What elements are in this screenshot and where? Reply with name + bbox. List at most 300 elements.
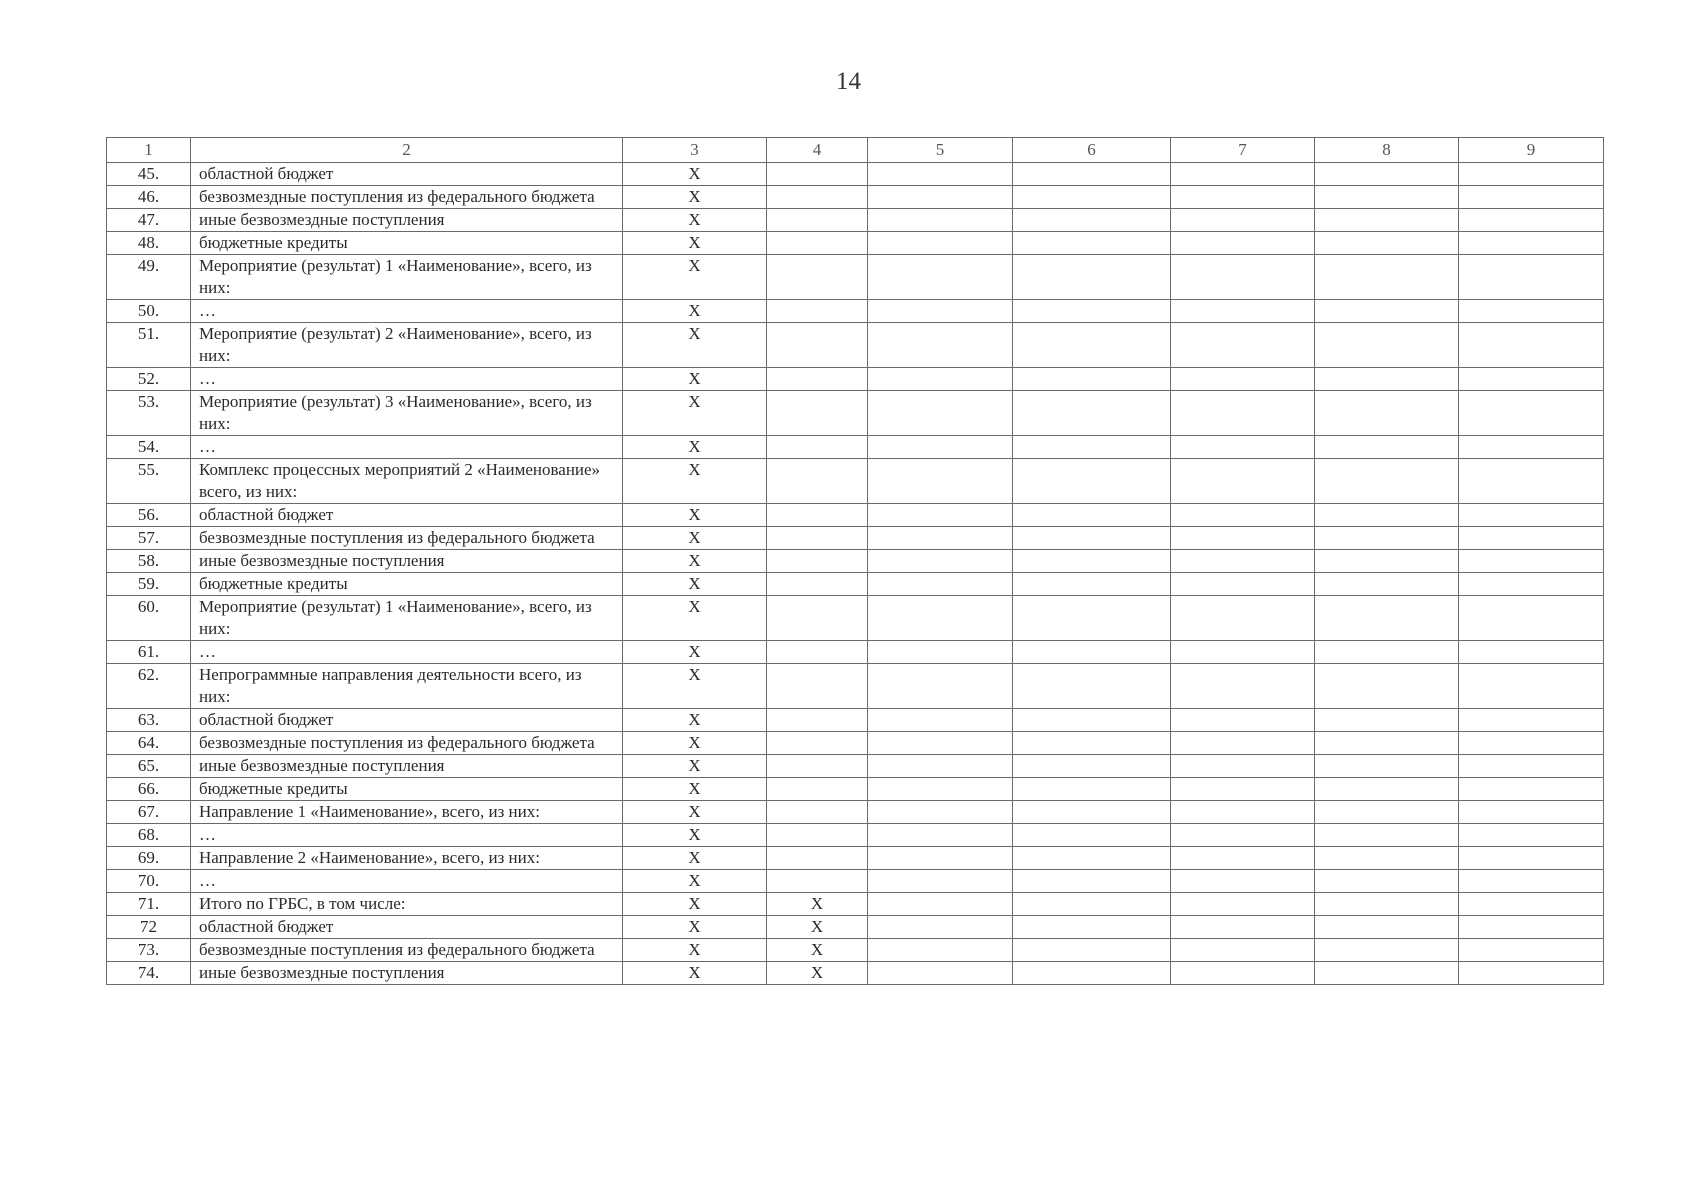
column-6-cell bbox=[1013, 504, 1171, 527]
column-9-cell bbox=[1459, 163, 1604, 186]
header-cell: 7 bbox=[1171, 138, 1315, 163]
column-4-cell bbox=[767, 778, 868, 801]
column-4-cell bbox=[767, 323, 868, 368]
row-number-cell: 57. bbox=[107, 527, 191, 550]
column-3-cell: X bbox=[623, 209, 767, 232]
column-6-cell bbox=[1013, 300, 1171, 323]
column-4-cell bbox=[767, 163, 868, 186]
column-3-cell: X bbox=[623, 436, 767, 459]
column-4-cell bbox=[767, 527, 868, 550]
header-cell: 9 bbox=[1459, 138, 1604, 163]
column-5-cell bbox=[868, 459, 1013, 504]
column-4-cell bbox=[767, 801, 868, 824]
row-description-cell: иные безвозмездные поступления bbox=[191, 550, 623, 573]
row-description-cell: безвозмездные поступления из федерального бюджета bbox=[191, 527, 623, 550]
column-8-cell bbox=[1315, 870, 1459, 893]
column-3-cell: X bbox=[623, 255, 767, 300]
column-8-cell bbox=[1315, 550, 1459, 573]
column-8-cell bbox=[1315, 436, 1459, 459]
column-7-cell bbox=[1171, 893, 1315, 916]
column-5-cell bbox=[868, 962, 1013, 985]
row-description-cell: … bbox=[191, 436, 623, 459]
column-7-cell bbox=[1171, 255, 1315, 300]
column-5-cell bbox=[868, 916, 1013, 939]
table-row bbox=[107, 801, 1604, 824]
column-8-cell bbox=[1315, 368, 1459, 391]
row-number-cell: 47. bbox=[107, 209, 191, 232]
table-row bbox=[107, 916, 1604, 939]
column-4-cell bbox=[767, 504, 868, 527]
column-6-cell bbox=[1013, 732, 1171, 755]
column-9-cell bbox=[1459, 300, 1604, 323]
header-cell: 2 bbox=[191, 138, 623, 163]
column-8-cell bbox=[1315, 573, 1459, 596]
column-7-cell bbox=[1171, 755, 1315, 778]
column-9-cell bbox=[1459, 870, 1604, 893]
column-6-cell bbox=[1013, 962, 1171, 985]
row-number-cell: 50. bbox=[107, 300, 191, 323]
row-number-cell: 70. bbox=[107, 870, 191, 893]
column-7-cell bbox=[1171, 916, 1315, 939]
row-description-cell: Мероприятие (результат) 3 «Наименование», всего, из них: bbox=[191, 391, 623, 436]
column-6-cell bbox=[1013, 255, 1171, 300]
table-row bbox=[107, 368, 1604, 391]
header-cell: 5 bbox=[868, 138, 1013, 163]
row-description-cell: бюджетные кредиты bbox=[191, 778, 623, 801]
row-description-cell: Итого по ГРБС, в том числе: bbox=[191, 893, 623, 916]
column-6-cell bbox=[1013, 847, 1171, 870]
column-7-cell bbox=[1171, 962, 1315, 985]
column-9-cell bbox=[1459, 596, 1604, 641]
column-3-cell: X bbox=[623, 391, 767, 436]
table-row bbox=[107, 459, 1604, 504]
column-8-cell bbox=[1315, 916, 1459, 939]
column-6-cell bbox=[1013, 755, 1171, 778]
column-4-cell bbox=[767, 664, 868, 709]
page-number: 14 bbox=[836, 68, 861, 95]
column-9-cell bbox=[1459, 732, 1604, 755]
column-4-cell bbox=[767, 641, 868, 664]
column-4-cell bbox=[767, 755, 868, 778]
row-description-cell: … bbox=[191, 870, 623, 893]
row-description-cell: безвозмездные поступления из федерального бюджета bbox=[191, 186, 623, 209]
column-4-cell bbox=[767, 300, 868, 323]
column-4-cell bbox=[767, 255, 868, 300]
column-8-cell bbox=[1315, 391, 1459, 436]
column-6-cell bbox=[1013, 709, 1171, 732]
column-5-cell bbox=[868, 255, 1013, 300]
column-8-cell bbox=[1315, 962, 1459, 985]
header-cell: 8 bbox=[1315, 138, 1459, 163]
column-6-cell bbox=[1013, 573, 1171, 596]
column-9-cell bbox=[1459, 186, 1604, 209]
column-7-cell bbox=[1171, 824, 1315, 847]
row-number-cell: 54. bbox=[107, 436, 191, 459]
column-3-cell: X bbox=[623, 664, 767, 709]
column-6-cell bbox=[1013, 323, 1171, 368]
column-4-cell bbox=[767, 824, 868, 847]
column-3-cell: X bbox=[623, 801, 767, 824]
column-6-cell bbox=[1013, 641, 1171, 664]
column-7-cell bbox=[1171, 641, 1315, 664]
row-number-cell: 55. bbox=[107, 459, 191, 504]
table-row bbox=[107, 186, 1604, 209]
row-number-cell: 60. bbox=[107, 596, 191, 641]
column-4-cell: X bbox=[767, 893, 868, 916]
row-description-cell: областной бюджет bbox=[191, 709, 623, 732]
column-5-cell bbox=[868, 504, 1013, 527]
column-7-cell bbox=[1171, 368, 1315, 391]
table-row bbox=[107, 641, 1604, 664]
row-number-cell: 65. bbox=[107, 755, 191, 778]
column-6-cell bbox=[1013, 550, 1171, 573]
column-9-cell bbox=[1459, 550, 1604, 573]
row-number-cell: 58. bbox=[107, 550, 191, 573]
column-4-cell bbox=[767, 232, 868, 255]
column-7-cell bbox=[1171, 504, 1315, 527]
row-description-cell: Мероприятие (результат) 2 «Наименование», всего, из них: bbox=[191, 323, 623, 368]
row-number-cell: 46. bbox=[107, 186, 191, 209]
row-number-cell: 51. bbox=[107, 323, 191, 368]
column-9-cell bbox=[1459, 573, 1604, 596]
column-4-cell: X bbox=[767, 962, 868, 985]
column-9-cell bbox=[1459, 778, 1604, 801]
column-8-cell bbox=[1315, 939, 1459, 962]
column-9-cell bbox=[1459, 847, 1604, 870]
column-8-cell bbox=[1315, 527, 1459, 550]
row-number-cell: 62. bbox=[107, 664, 191, 709]
column-5-cell bbox=[868, 300, 1013, 323]
column-4-cell bbox=[767, 573, 868, 596]
table-row bbox=[107, 209, 1604, 232]
column-3-cell: X bbox=[623, 755, 767, 778]
column-6-cell bbox=[1013, 163, 1171, 186]
table-row bbox=[107, 255, 1604, 300]
column-7-cell bbox=[1171, 163, 1315, 186]
column-4-cell bbox=[767, 209, 868, 232]
column-3-cell: X bbox=[623, 300, 767, 323]
column-5-cell bbox=[868, 709, 1013, 732]
column-7-cell bbox=[1171, 664, 1315, 709]
column-9-cell bbox=[1459, 755, 1604, 778]
row-description-cell: иные безвозмездные поступления bbox=[191, 962, 623, 985]
column-6-cell bbox=[1013, 893, 1171, 916]
column-9-cell bbox=[1459, 916, 1604, 939]
column-9-cell bbox=[1459, 255, 1604, 300]
column-8-cell bbox=[1315, 209, 1459, 232]
column-9-cell bbox=[1459, 368, 1604, 391]
column-8-cell bbox=[1315, 847, 1459, 870]
column-3-cell: X bbox=[623, 778, 767, 801]
column-8-cell bbox=[1315, 709, 1459, 732]
column-9-cell bbox=[1459, 323, 1604, 368]
table-row bbox=[107, 824, 1604, 847]
column-6-cell bbox=[1013, 870, 1171, 893]
column-7-cell bbox=[1171, 391, 1315, 436]
column-6-cell bbox=[1013, 801, 1171, 824]
column-3-cell: X bbox=[623, 870, 767, 893]
header-row bbox=[107, 138, 1604, 163]
column-5-cell bbox=[868, 550, 1013, 573]
column-3-cell: X bbox=[623, 893, 767, 916]
budget-table bbox=[106, 137, 1604, 985]
row-description-cell: безвозмездные поступления из федерального бюджета bbox=[191, 732, 623, 755]
column-9-cell bbox=[1459, 824, 1604, 847]
column-7-cell bbox=[1171, 573, 1315, 596]
row-number-cell: 72 bbox=[107, 916, 191, 939]
table-row bbox=[107, 300, 1604, 323]
row-number-cell: 56. bbox=[107, 504, 191, 527]
column-8-cell bbox=[1315, 504, 1459, 527]
column-5-cell bbox=[868, 368, 1013, 391]
table-row bbox=[107, 732, 1604, 755]
column-9-cell bbox=[1459, 962, 1604, 985]
row-description-cell: областной бюджет bbox=[191, 163, 623, 186]
row-number-cell: 61. bbox=[107, 641, 191, 664]
table-row bbox=[107, 391, 1604, 436]
row-number-cell: 74. bbox=[107, 962, 191, 985]
column-4-cell bbox=[767, 459, 868, 504]
table-row bbox=[107, 755, 1604, 778]
row-description-cell: Мероприятие (результат) 1 «Наименование», всего, из них: bbox=[191, 255, 623, 300]
row-number-cell: 53. bbox=[107, 391, 191, 436]
row-description-cell: бюджетные кредиты bbox=[191, 232, 623, 255]
column-5-cell bbox=[868, 323, 1013, 368]
column-9-cell bbox=[1459, 436, 1604, 459]
column-8-cell bbox=[1315, 664, 1459, 709]
column-9-cell bbox=[1459, 232, 1604, 255]
column-7-cell bbox=[1171, 596, 1315, 641]
row-description-cell: иные безвозмездные поступления bbox=[191, 209, 623, 232]
table-row bbox=[107, 436, 1604, 459]
row-number-cell: 45. bbox=[107, 163, 191, 186]
row-number-cell: 73. bbox=[107, 939, 191, 962]
column-8-cell bbox=[1315, 778, 1459, 801]
column-7-cell bbox=[1171, 550, 1315, 573]
row-description-cell: бюджетные кредиты bbox=[191, 573, 623, 596]
column-3-cell: X bbox=[623, 459, 767, 504]
row-number-cell: 48. bbox=[107, 232, 191, 255]
row-description-cell: Мероприятие (результат) 1 «Наименование», всего, из них: bbox=[191, 596, 623, 641]
column-4-cell bbox=[767, 596, 868, 641]
column-6-cell bbox=[1013, 186, 1171, 209]
table-row bbox=[107, 893, 1604, 916]
column-9-cell bbox=[1459, 527, 1604, 550]
table-row bbox=[107, 323, 1604, 368]
header-cell: 6 bbox=[1013, 138, 1171, 163]
column-8-cell bbox=[1315, 641, 1459, 664]
column-7-cell bbox=[1171, 801, 1315, 824]
column-5-cell bbox=[868, 596, 1013, 641]
column-4-cell bbox=[767, 186, 868, 209]
column-5-cell bbox=[868, 527, 1013, 550]
column-8-cell bbox=[1315, 232, 1459, 255]
column-6-cell bbox=[1013, 778, 1171, 801]
column-3-cell: X bbox=[623, 573, 767, 596]
column-3-cell: X bbox=[623, 732, 767, 755]
column-5-cell bbox=[868, 391, 1013, 436]
column-3-cell: X bbox=[623, 504, 767, 527]
column-5-cell bbox=[868, 778, 1013, 801]
row-description-cell: Направление 2 «Наименование», всего, из них: bbox=[191, 847, 623, 870]
column-8-cell bbox=[1315, 255, 1459, 300]
column-3-cell: X bbox=[623, 323, 767, 368]
row-description-cell: областной бюджет bbox=[191, 916, 623, 939]
column-5-cell bbox=[868, 893, 1013, 916]
column-7-cell bbox=[1171, 527, 1315, 550]
table-row bbox=[107, 232, 1604, 255]
table-row bbox=[107, 504, 1604, 527]
column-3-cell: X bbox=[623, 709, 767, 732]
row-number-cell: 67. bbox=[107, 801, 191, 824]
column-3-cell: X bbox=[623, 368, 767, 391]
column-8-cell bbox=[1315, 755, 1459, 778]
row-number-cell: 49. bbox=[107, 255, 191, 300]
row-description-cell: … bbox=[191, 641, 623, 664]
row-number-cell: 63. bbox=[107, 709, 191, 732]
column-3-cell: X bbox=[623, 824, 767, 847]
column-8-cell bbox=[1315, 824, 1459, 847]
row-description-cell: Непрограммные направления деятельности всего, из них: bbox=[191, 664, 623, 709]
column-5-cell bbox=[868, 232, 1013, 255]
column-7-cell bbox=[1171, 778, 1315, 801]
row-description-cell: иные безвозмездные поступления bbox=[191, 755, 623, 778]
column-7-cell bbox=[1171, 847, 1315, 870]
row-description-cell: … bbox=[191, 368, 623, 391]
row-number-cell: 68. bbox=[107, 824, 191, 847]
table-row bbox=[107, 550, 1604, 573]
column-4-cell bbox=[767, 847, 868, 870]
column-3-cell: X bbox=[623, 916, 767, 939]
column-6-cell bbox=[1013, 664, 1171, 709]
column-6-cell bbox=[1013, 368, 1171, 391]
column-4-cell: X bbox=[767, 939, 868, 962]
column-5-cell bbox=[868, 732, 1013, 755]
column-3-cell: X bbox=[623, 232, 767, 255]
column-5-cell bbox=[868, 939, 1013, 962]
table-row bbox=[107, 596, 1604, 641]
column-3-cell: X bbox=[623, 186, 767, 209]
column-6-cell bbox=[1013, 232, 1171, 255]
row-number-cell: 66. bbox=[107, 778, 191, 801]
row-description-cell: безвозмездные поступления из федерального бюджета bbox=[191, 939, 623, 962]
column-7-cell bbox=[1171, 209, 1315, 232]
column-9-cell bbox=[1459, 459, 1604, 504]
column-3-cell: X bbox=[623, 163, 767, 186]
table-row bbox=[107, 709, 1604, 732]
column-3-cell: X bbox=[623, 939, 767, 962]
column-8-cell bbox=[1315, 163, 1459, 186]
column-6-cell bbox=[1013, 916, 1171, 939]
column-7-cell bbox=[1171, 323, 1315, 368]
column-3-cell: X bbox=[623, 641, 767, 664]
column-5-cell bbox=[868, 870, 1013, 893]
column-3-cell: X bbox=[623, 527, 767, 550]
column-7-cell bbox=[1171, 232, 1315, 255]
column-5-cell bbox=[868, 209, 1013, 232]
column-5-cell bbox=[868, 163, 1013, 186]
column-7-cell bbox=[1171, 870, 1315, 893]
column-9-cell bbox=[1459, 709, 1604, 732]
header-cell: 1 bbox=[107, 138, 191, 163]
column-5-cell bbox=[868, 847, 1013, 870]
row-number-cell: 64. bbox=[107, 732, 191, 755]
column-5-cell bbox=[868, 436, 1013, 459]
column-4-cell bbox=[767, 732, 868, 755]
column-9-cell bbox=[1459, 801, 1604, 824]
header-cell: 3 bbox=[623, 138, 767, 163]
column-3-cell: X bbox=[623, 596, 767, 641]
column-5-cell bbox=[868, 573, 1013, 596]
row-number-cell: 59. bbox=[107, 573, 191, 596]
column-6-cell bbox=[1013, 939, 1171, 962]
column-4-cell bbox=[767, 870, 868, 893]
header-cell: 4 bbox=[767, 138, 868, 163]
column-6-cell bbox=[1013, 436, 1171, 459]
column-3-cell: X bbox=[623, 847, 767, 870]
table-row bbox=[107, 778, 1604, 801]
column-9-cell bbox=[1459, 391, 1604, 436]
column-4-cell bbox=[767, 709, 868, 732]
column-8-cell bbox=[1315, 300, 1459, 323]
column-8-cell bbox=[1315, 801, 1459, 824]
column-3-cell: X bbox=[623, 550, 767, 573]
column-7-cell bbox=[1171, 186, 1315, 209]
column-6-cell bbox=[1013, 527, 1171, 550]
table-row bbox=[107, 163, 1604, 186]
row-number-cell: 52. bbox=[107, 368, 191, 391]
row-number-cell: 69. bbox=[107, 847, 191, 870]
column-5-cell bbox=[868, 824, 1013, 847]
column-8-cell bbox=[1315, 596, 1459, 641]
column-6-cell bbox=[1013, 596, 1171, 641]
row-description-cell: Направление 1 «Наименование», всего, из них: bbox=[191, 801, 623, 824]
column-8-cell bbox=[1315, 893, 1459, 916]
column-9-cell bbox=[1459, 939, 1604, 962]
column-9-cell bbox=[1459, 641, 1604, 664]
column-7-cell bbox=[1171, 732, 1315, 755]
column-7-cell bbox=[1171, 436, 1315, 459]
table-row bbox=[107, 527, 1604, 550]
column-5-cell bbox=[868, 641, 1013, 664]
row-number-cell: 71. bbox=[107, 893, 191, 916]
column-8-cell bbox=[1315, 323, 1459, 368]
row-description-cell: … bbox=[191, 824, 623, 847]
column-8-cell bbox=[1315, 186, 1459, 209]
column-6-cell bbox=[1013, 459, 1171, 504]
column-4-cell bbox=[767, 436, 868, 459]
column-4-cell bbox=[767, 550, 868, 573]
column-4-cell bbox=[767, 391, 868, 436]
column-5-cell bbox=[868, 664, 1013, 709]
column-5-cell bbox=[868, 186, 1013, 209]
table-row bbox=[107, 870, 1604, 893]
row-description-cell: Комплекс процессных мероприятий 2 «Наименование» всего, из них: bbox=[191, 459, 623, 504]
column-6-cell bbox=[1013, 824, 1171, 847]
column-9-cell bbox=[1459, 893, 1604, 916]
row-description-cell: … bbox=[191, 300, 623, 323]
column-6-cell bbox=[1013, 209, 1171, 232]
table-body bbox=[107, 163, 1604, 985]
column-5-cell bbox=[868, 755, 1013, 778]
column-3-cell: X bbox=[623, 962, 767, 985]
column-8-cell bbox=[1315, 732, 1459, 755]
column-5-cell bbox=[868, 801, 1013, 824]
column-7-cell bbox=[1171, 300, 1315, 323]
column-8-cell bbox=[1315, 459, 1459, 504]
column-9-cell bbox=[1459, 209, 1604, 232]
column-9-cell bbox=[1459, 664, 1604, 709]
